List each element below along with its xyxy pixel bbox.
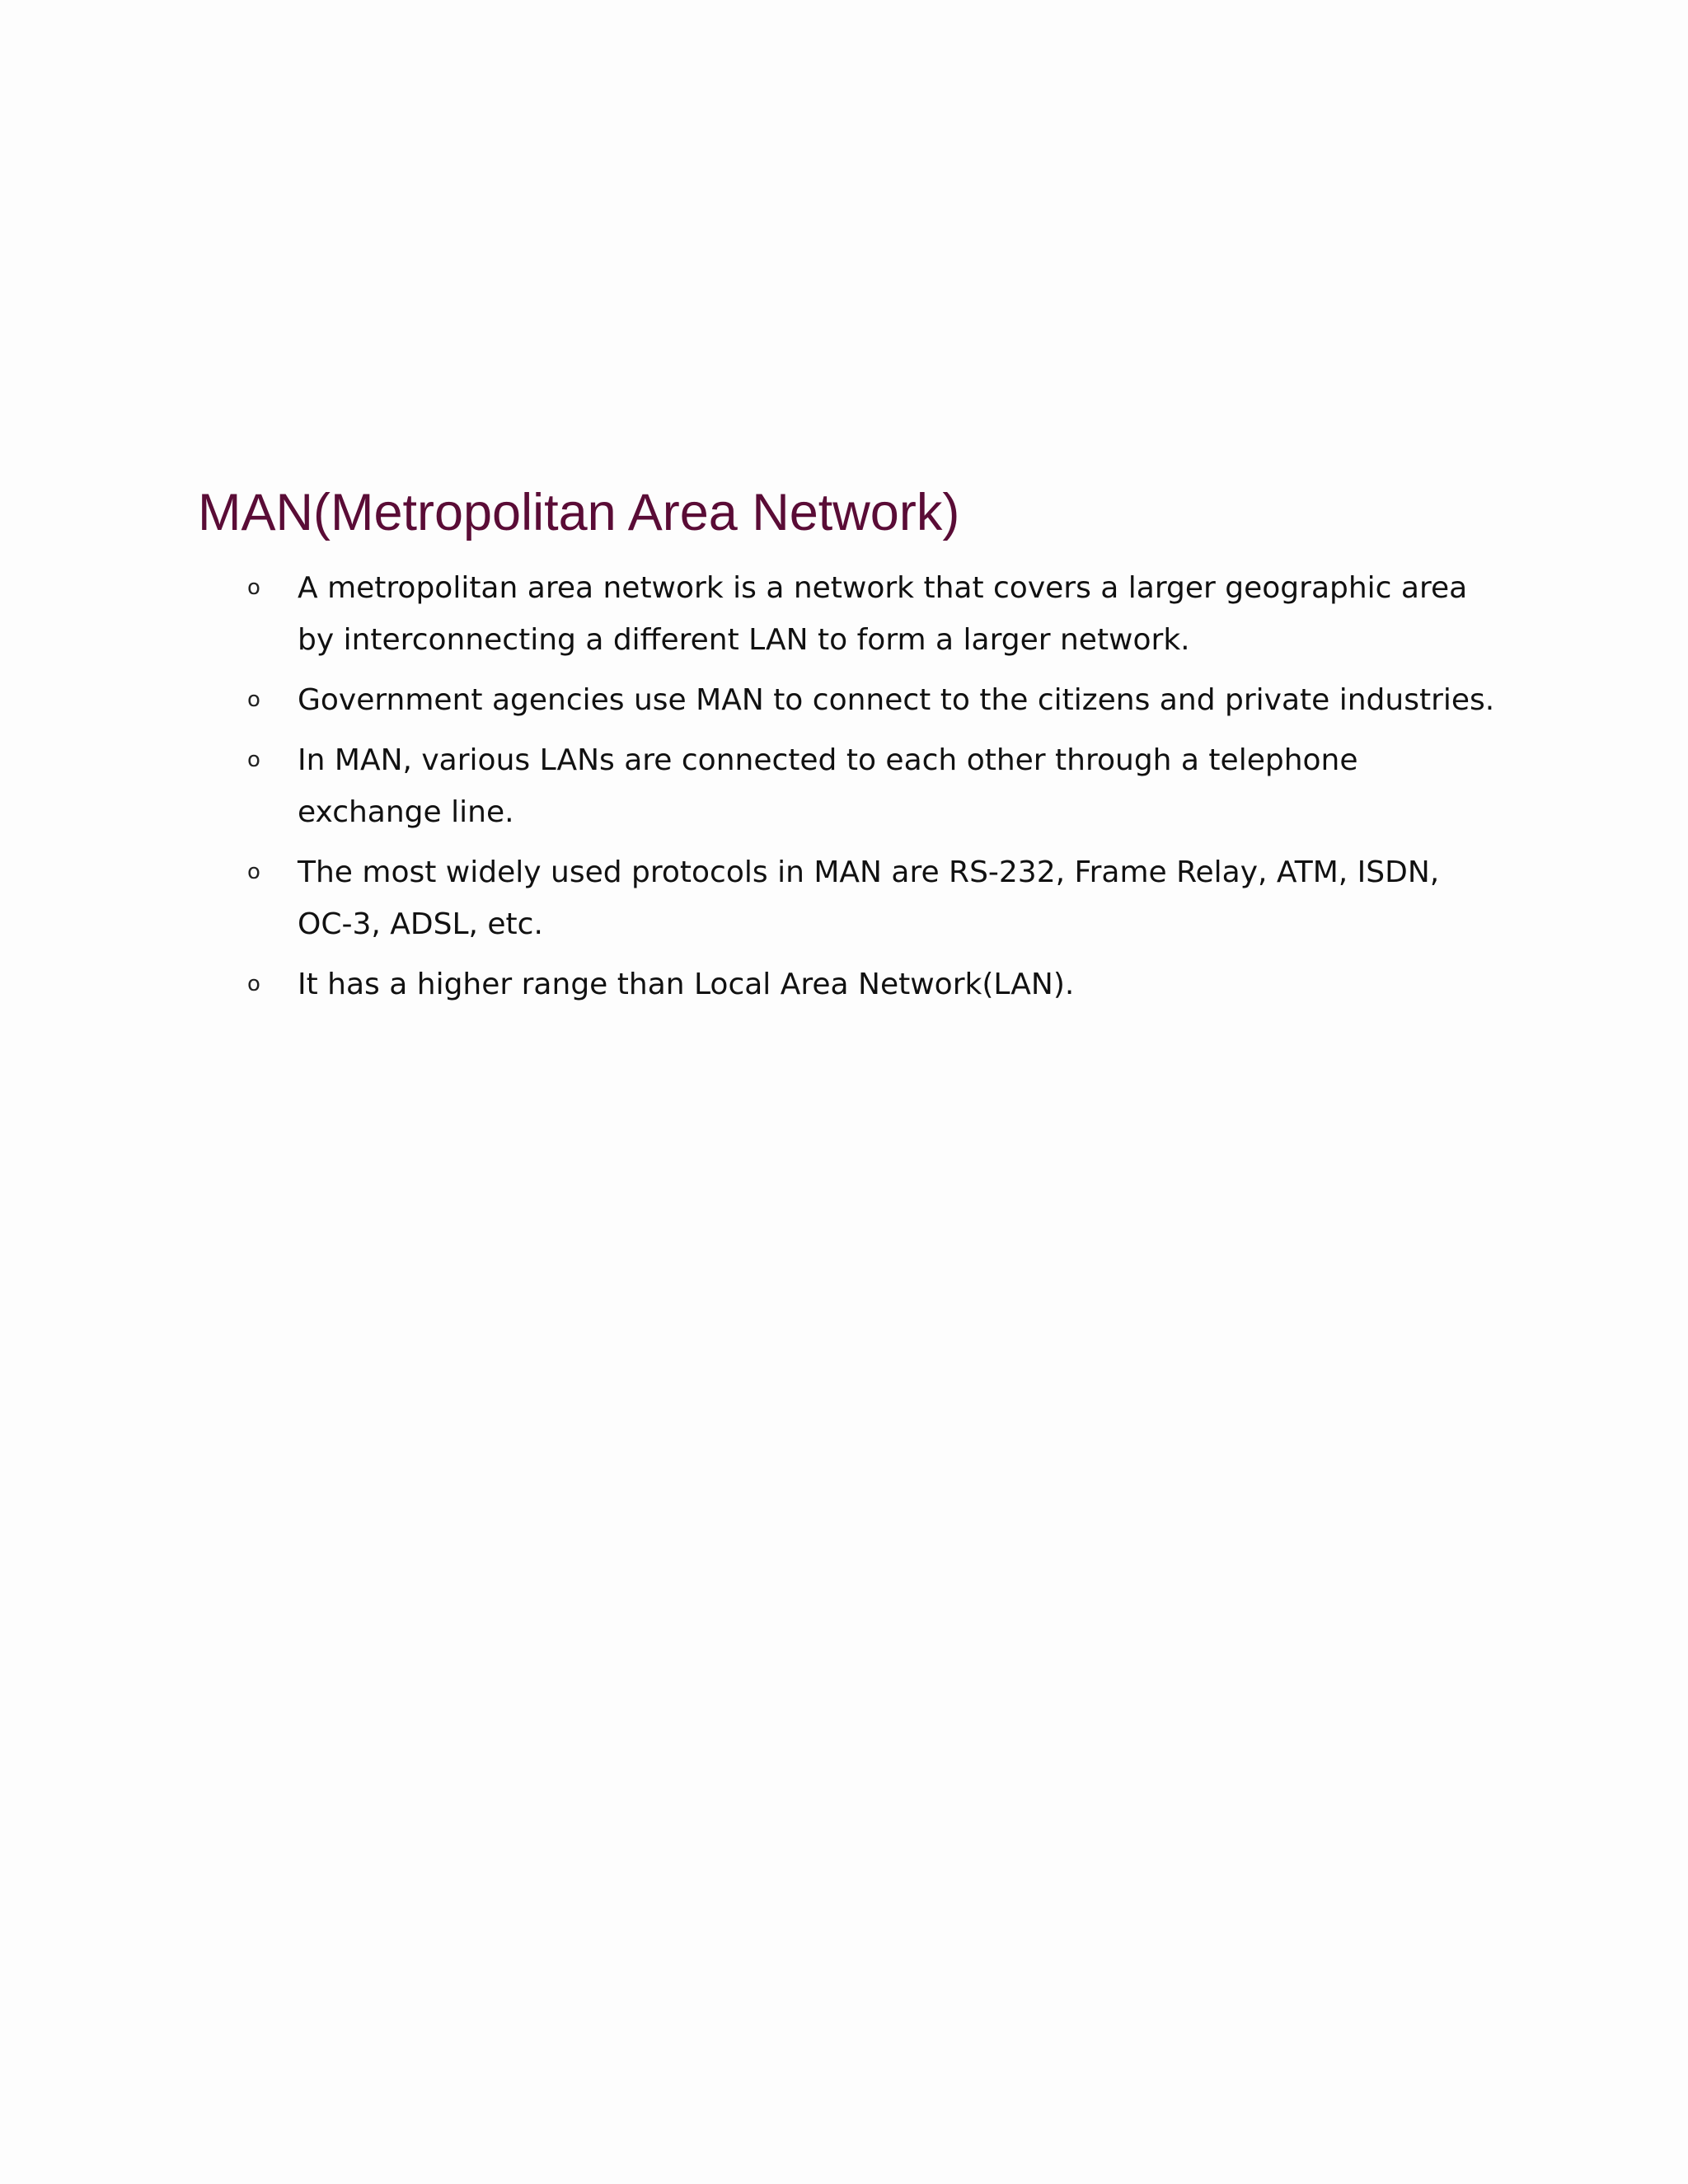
bullet-icon: o [247, 748, 260, 772]
section-heading: MAN(Metropolitan Area Network) [198, 484, 960, 541]
bullet-icon: o [247, 860, 260, 884]
bullet-icon: o [247, 687, 260, 712]
list-item [0, 674, 1688, 726]
list-item [0, 846, 1688, 950]
list-item-text: The most widely used protocols in MAN are RS-232, Frame Relay, ATM, ISDN, OC-3, ADSL, etc. [298, 855, 1440, 941]
list-item-text: Government agencies use MAN to connect to the citizens and private industries. [298, 683, 1495, 717]
list-item-text: It has a higher range than Local Area Network(LAN). [298, 968, 1075, 1001]
list-item [0, 562, 1688, 666]
list-item-text: A metropolitan area network is a network that covers a larger geographic area by interconnecting a different LAN to form a larger network. [298, 571, 1468, 657]
bullet-list [0, 562, 1688, 1019]
list-item [0, 958, 1688, 1010]
bullet-icon: o [247, 575, 260, 600]
bullet-icon: o [247, 972, 260, 996]
list-item [0, 734, 1688, 838]
list-item-text: In MAN, various LANs are connected to each other through a telephone exchange line. [298, 743, 1358, 829]
